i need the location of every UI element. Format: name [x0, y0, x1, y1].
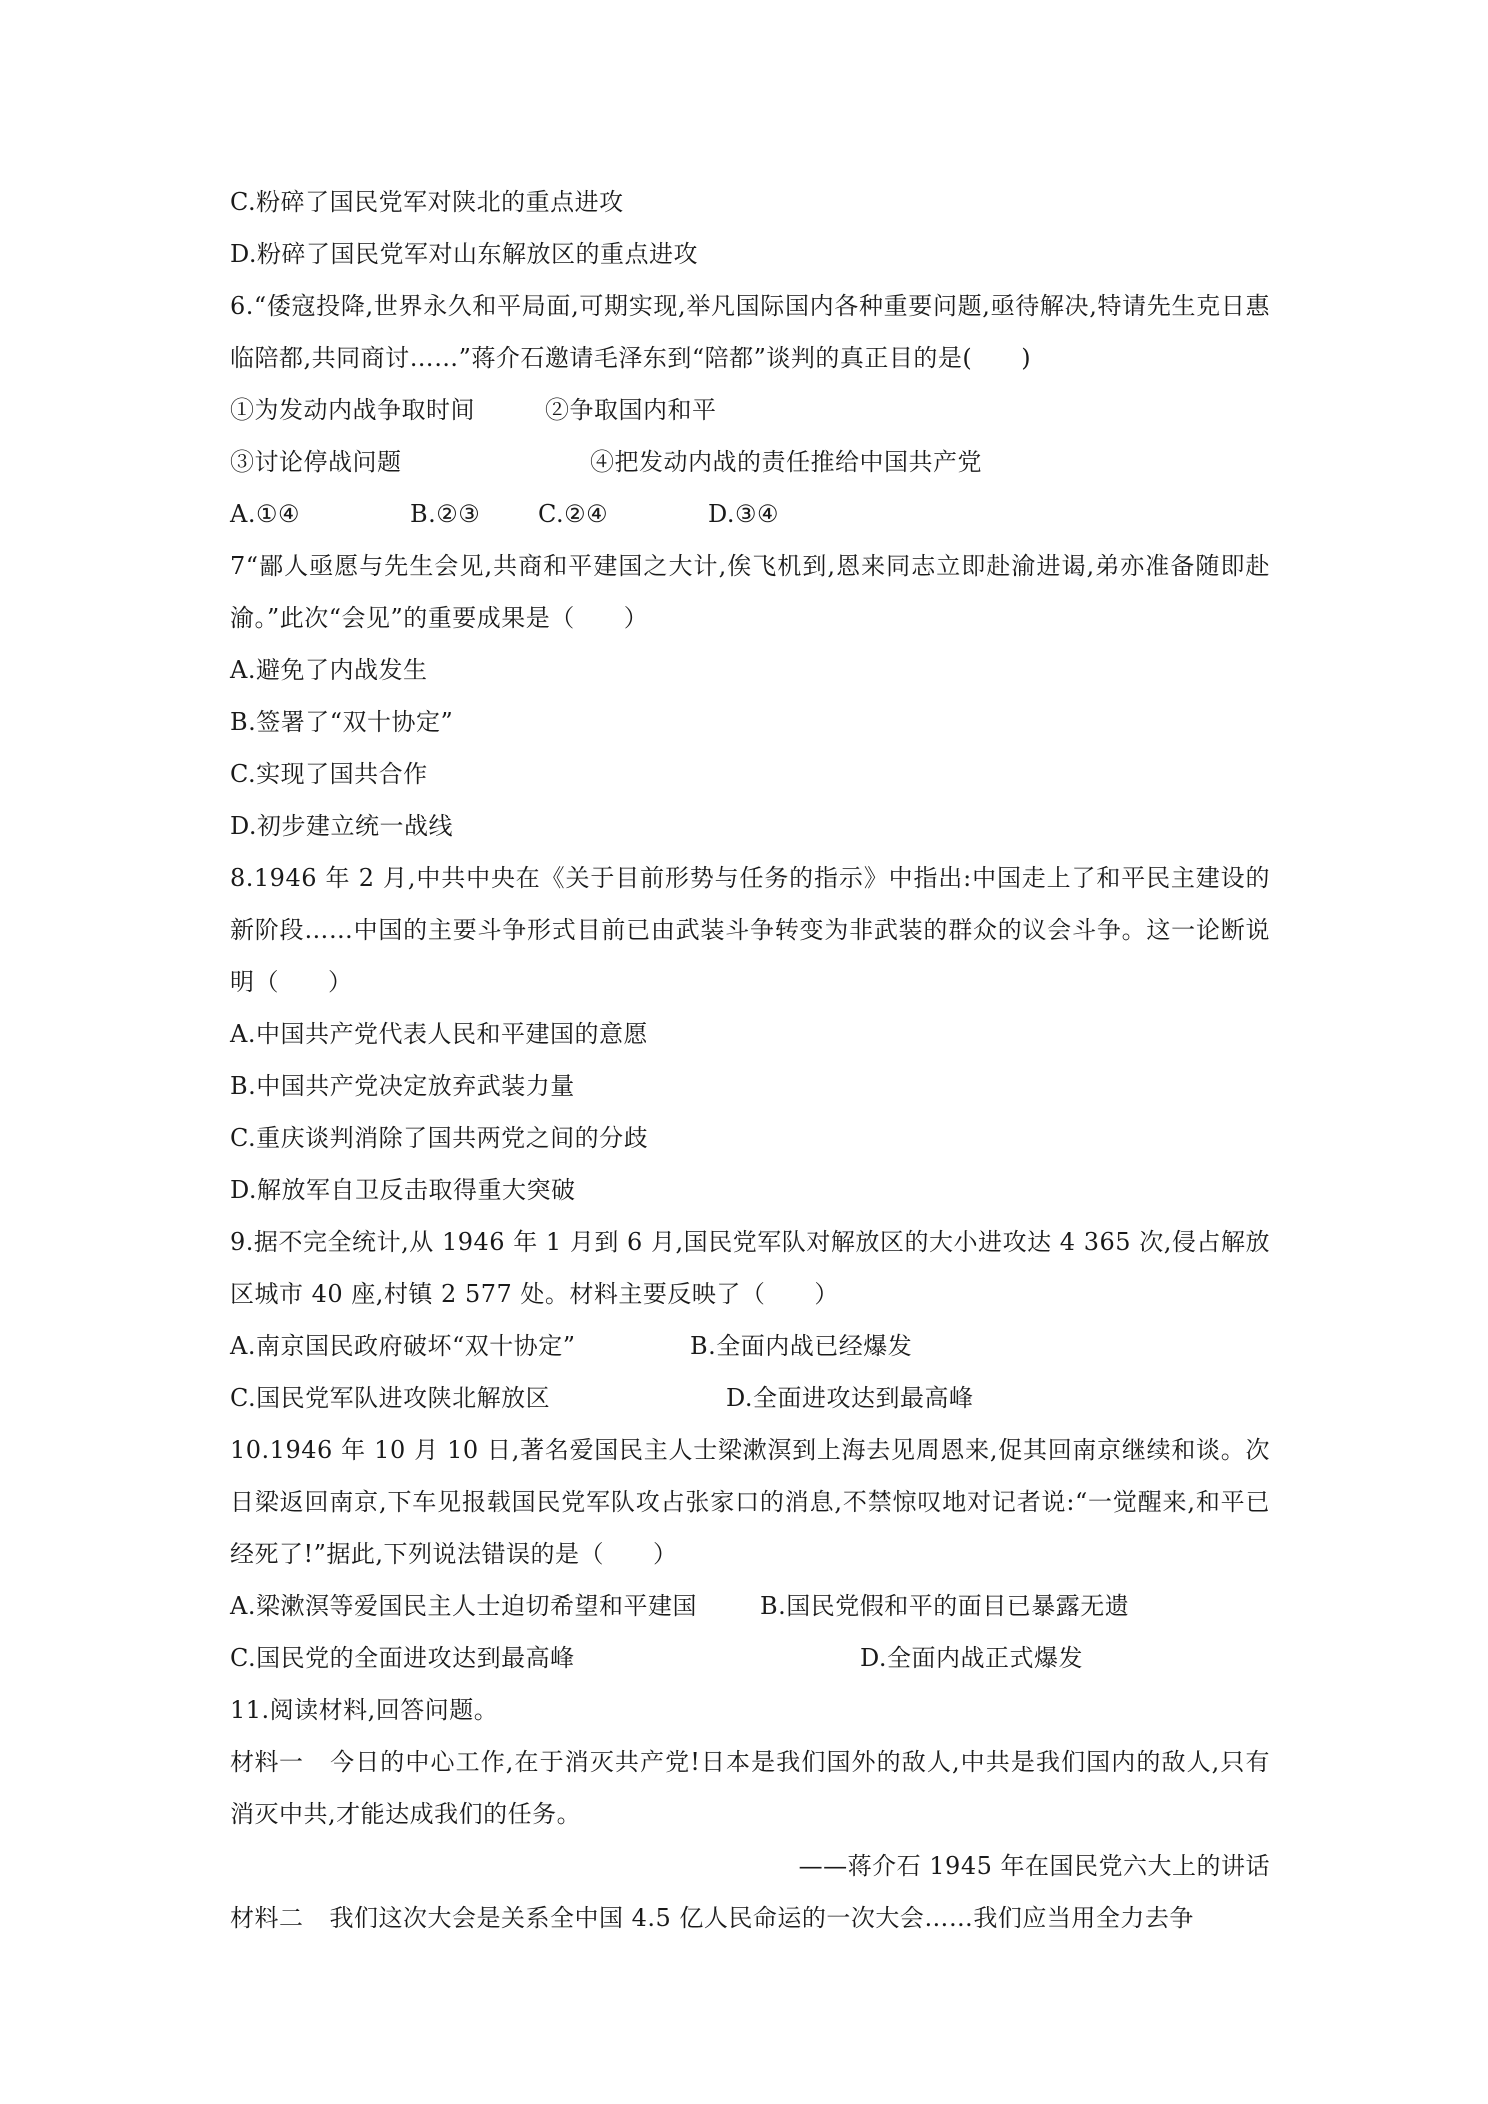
q7-option-d: D.初步建立统一战线 — [230, 812, 454, 840]
q8-option-c: C.重庆谈判消除了国共两党之间的分歧 — [230, 1124, 649, 1152]
q8-option-b: B.中国共产党决定放弃武装力量 — [230, 1072, 575, 1100]
q8-option-a: A.中国共产党代表人民和平建国的意愿 — [230, 1020, 648, 1048]
q10-option-c: C.国民党的全面进攻达到最高峰 — [230, 1644, 575, 1672]
q10-option-b: B.国民党假和平的面目已暴露无遗 — [760, 1592, 1130, 1620]
q6-option-a: A.①④ — [230, 500, 300, 528]
q9-option-a: A.南京国民政府破坏“双十协定” — [230, 1332, 576, 1360]
q10-options-row1 — [230, 1580, 1270, 1632]
q11-material-1-text: 今日的中心工作,在于消灭共产党!日本是我们国外的敌人,中共是我们国内的敌人,只有消灭中共,才能达成我们的任务。 — [230, 1748, 1270, 1828]
question-content — [230, 176, 1270, 1944]
q10-options-row2 — [230, 1632, 1270, 1684]
q11-material-1-source: ——蒋介石 1945 年在国民党六大上的讲话 — [798, 1852, 1270, 1880]
q6-items-row2 — [230, 436, 1270, 488]
q10-option-d: D.全面内战正式爆发 — [860, 1644, 1084, 1672]
q9-options-row1 — [230, 1320, 1270, 1372]
q9-options-row2 — [230, 1372, 1270, 1424]
q11-stem: 11.阅读材料,回答问题。 — [230, 1696, 499, 1724]
q11-material-2-label: 材料二 — [230, 1904, 304, 1932]
q7-stem: 7“鄙人亟愿与先生会见,共商和平建国之大计,俟飞机到,恩来同志立即赴渝进谒,弟亦准备随即赴渝。”此次“会见”的重要成果是（ ） — [230, 552, 1270, 632]
q6-option-d: D.③④ — [708, 500, 780, 528]
q9-option-d: D.全面进攻达到最高峰 — [726, 1384, 974, 1412]
q11-material-1-label: 材料一 — [230, 1748, 304, 1776]
q6-item-2: ②争取国内和平 — [545, 396, 717, 424]
q9-stem: 9.据不完全统计,从 1946 年 1 月到 6 月,国民党军队对解放区的大小进攻达 4 365 次,侵占解放区城市 40 座,村镇 2 577 处。材料主要反映了（ ） — [230, 1228, 1270, 1308]
q6-item-1: ①为发动内战争取时间 — [230, 396, 475, 424]
q6-stem: 6.“倭寇投降,世界永久和平局面,可期实现,举凡国际国内各种重要问题,亟待解决,特请先生克日惠临陪都,共同商讨……”蒋介石邀请毛泽东到“陪都”谈判的真正目的是( ) — [230, 292, 1270, 372]
q7-option-a: A.避免了内战发生 — [230, 656, 428, 684]
q11-material-2-text: 我们这次大会是关系全中国 4.5 亿人民命运的一次大会……我们应当用全力去争 — [329, 1904, 1194, 1932]
q6-item-3: ③讨论停战问题 — [230, 448, 402, 476]
q6-option-b: B.②③ — [410, 500, 481, 528]
q11-material-1 — [230, 1736, 1270, 1840]
q6-option-c: C.②④ — [538, 500, 609, 528]
q10-stem: 10.1946 年 10 月 10 日,著名爱国民主人士梁漱溟到上海去见周恩来,促其回南京继续和谈。次日梁返回南京,下车见报载国民党军队攻占张家口的消息,不禁惊叹地对记者说:“一觉醒来,和平已经死了!”据此,下列说法错误的是（ ） — [230, 1436, 1270, 1568]
q6-items-row1 — [230, 384, 1270, 436]
q9-option-b: B.全面内战已经爆发 — [690, 1332, 913, 1360]
q6-item-4: ④把发动内战的责任推给中国共产党 — [590, 448, 982, 476]
q10-option-a: A.梁漱溟等爱国民主人士迫切希望和平建国 — [230, 1592, 697, 1620]
q7-option-c: C.实现了国共合作 — [230, 760, 428, 788]
q11-material-2 — [230, 1892, 1270, 1944]
q5-option-c: C.粉碎了国民党军对陕北的重点进攻 — [230, 188, 624, 216]
q6-options — [230, 488, 1270, 540]
q5-option-d: D.粉碎了国民党军对山东解放区的重点进攻 — [230, 240, 699, 268]
q9-option-c: C.国民党军队进攻陕北解放区 — [230, 1384, 551, 1412]
q8-stem: 8.1946 年 2 月,中共中央在《关于目前形势与任务的指示》中指出:中国走上了和平民主建设的新阶段……中国的主要斗争形式目前已由武装斗争转变为非武装的群众的议会斗争。这一论断说明（ ） — [230, 864, 1270, 996]
q8-option-d: D.解放军自卫反击取得重大突破 — [230, 1176, 576, 1204]
q7-option-b: B.签署了“双十协定” — [230, 708, 454, 736]
